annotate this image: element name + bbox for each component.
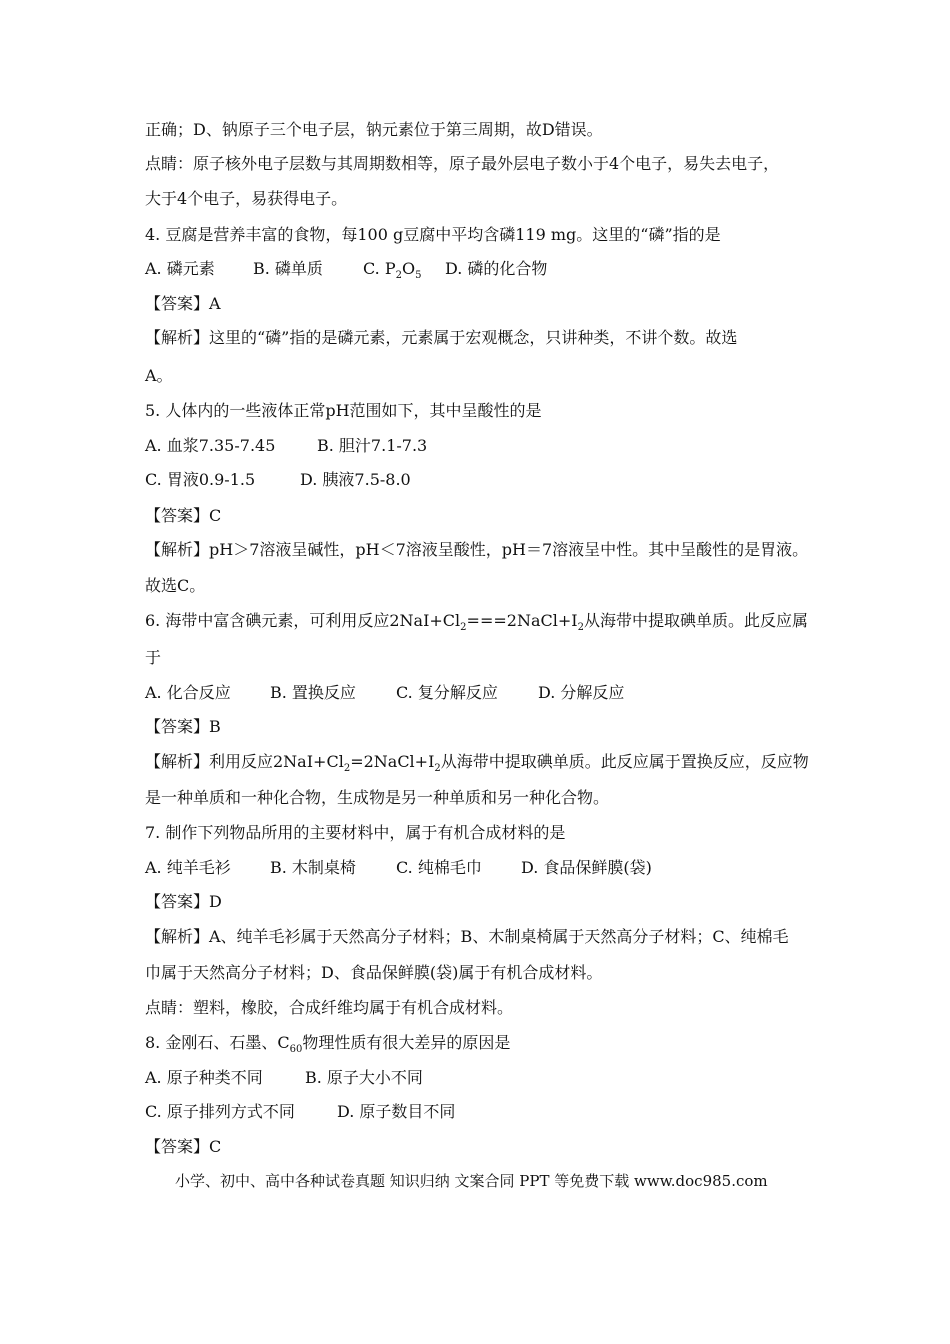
- question-8: 8. 金刚石、石墨、$C_{60}$物理性质有很大差异的原因是: [145, 1033, 511, 1056]
- option-a: A. 磷元素: [145, 259, 215, 278]
- option-a: A. 血浆7.35-7.45: [145, 436, 276, 455]
- explanation-5-cont: 故选C。: [145, 576, 206, 595]
- option-b: B. 磷单质: [253, 259, 323, 278]
- answer-6: 【答案】B: [145, 717, 221, 736]
- explanation-4-cont: A。: [145, 366, 173, 385]
- option-d: D. 磷的化合物: [445, 259, 548, 278]
- option-a: A. 原子种类不同: [145, 1068, 263, 1087]
- question-6-options: [145, 682, 624, 704]
- question-4: 4. 豆腐是营养丰富的食物，每100 g豆腐中平均含磷119 mg。这里的“磷”指的是: [145, 225, 721, 244]
- note-7: 点睛：塑料，橡胶，合成纤维均属于有机合成材料。: [145, 998, 514, 1017]
- footer-text: 小学、初中、高中各种试卷真题 知识归纳 文案合同 PPT 等免费下载 www.doc985.com: [175, 1172, 768, 1190]
- option-d: D. 原子数目不同: [337, 1102, 456, 1121]
- option-b: B. 木制桌椅: [270, 858, 356, 877]
- explanation-5: 【解析】pH＞7溶液呈碱性，pH＜7溶液呈酸性，pH＝7溶液呈中性。其中呈酸性的是胃液。: [145, 540, 809, 559]
- answer-7: 【答案】D: [145, 892, 222, 911]
- question-8-options-ab: [145, 1067, 423, 1089]
- option-b: B. 置换反应: [270, 683, 356, 702]
- answer-5: 【答案】C: [145, 506, 222, 525]
- question-4-options: [145, 258, 547, 280]
- text-line: 大于4个电子，易获得电子。: [145, 189, 348, 208]
- text-line: 点睛：原子核外电子层数与其周期数相等，原子最外层电子数小于4个电子，易失去电子，: [145, 154, 780, 173]
- question-6-cont: 于: [145, 648, 162, 667]
- text-line: 正确；D、钠原子三个电子层，钠元素位于第三周期，故D错误。: [145, 120, 603, 139]
- option-c: C. 胃液0.9-1.5: [145, 470, 256, 489]
- explanation-6-cont: 是一种单质和一种化合物，生成物是另一种单质和另一种化合物。: [145, 788, 610, 807]
- question-5-options-ab: [145, 435, 427, 457]
- explanation-7-cont: 巾属于天然高分子材料；D、食品保鲜膜(袋)属于有机合成材料。: [145, 963, 603, 982]
- question-7-options: [145, 857, 652, 879]
- option-b: B. 胆汁7.1-7.3: [317, 436, 428, 455]
- option-d: D. 食品保鲜膜(袋): [521, 858, 652, 877]
- question-7: 7. 制作下列物品所用的主要材料中，属于有机合成材料的是: [145, 823, 566, 842]
- option-a: A. 纯羊毛衫: [145, 858, 231, 877]
- option-c: C. 复分解反应: [396, 683, 498, 702]
- option-b: B. 原子大小不同: [305, 1068, 423, 1087]
- option-d: D. 胰液7.5-8.0: [300, 470, 411, 489]
- question-5: 5. 人体内的一些液体正常pH范围如下，其中呈酸性的是: [145, 401, 542, 420]
- question-5-options-cd: [145, 469, 411, 491]
- answer-8: 【答案】C: [145, 1137, 222, 1156]
- explanation-7: 【解析】A、纯羊毛衫属于天然高分子材料；B、木制桌椅属于天然高分子材料；C、纯棉毛: [145, 927, 789, 946]
- question-6: 6. 海带中富含碘元素，可利用反应$2NaI+Cl_2===2NaCl+I_2$从海带中提取碘单质。此反应属: [145, 611, 808, 634]
- option-c: C. 原子排列方式不同: [145, 1102, 295, 1121]
- option-a: A. 化合反应: [145, 683, 231, 702]
- explanation-6: 【解析】利用反应$2NaI+Cl_2=2NaCl+I_2$从海带中提取碘单质。此反应属于置换反应，反应物: [145, 752, 809, 775]
- answer-4: 【答案】A: [145, 294, 221, 313]
- explanation-4: 【解析】这里的“磷”指的是磷元素，元素属于宏观概念，只讲种类，不讲个数。故选: [145, 328, 738, 347]
- option-c: C. $P_2O_5$: [363, 259, 422, 282]
- question-8-options-cd: [145, 1101, 455, 1123]
- option-c: C. 纯棉毛巾: [396, 858, 482, 877]
- option-d: D. 分解反应: [538, 683, 625, 702]
